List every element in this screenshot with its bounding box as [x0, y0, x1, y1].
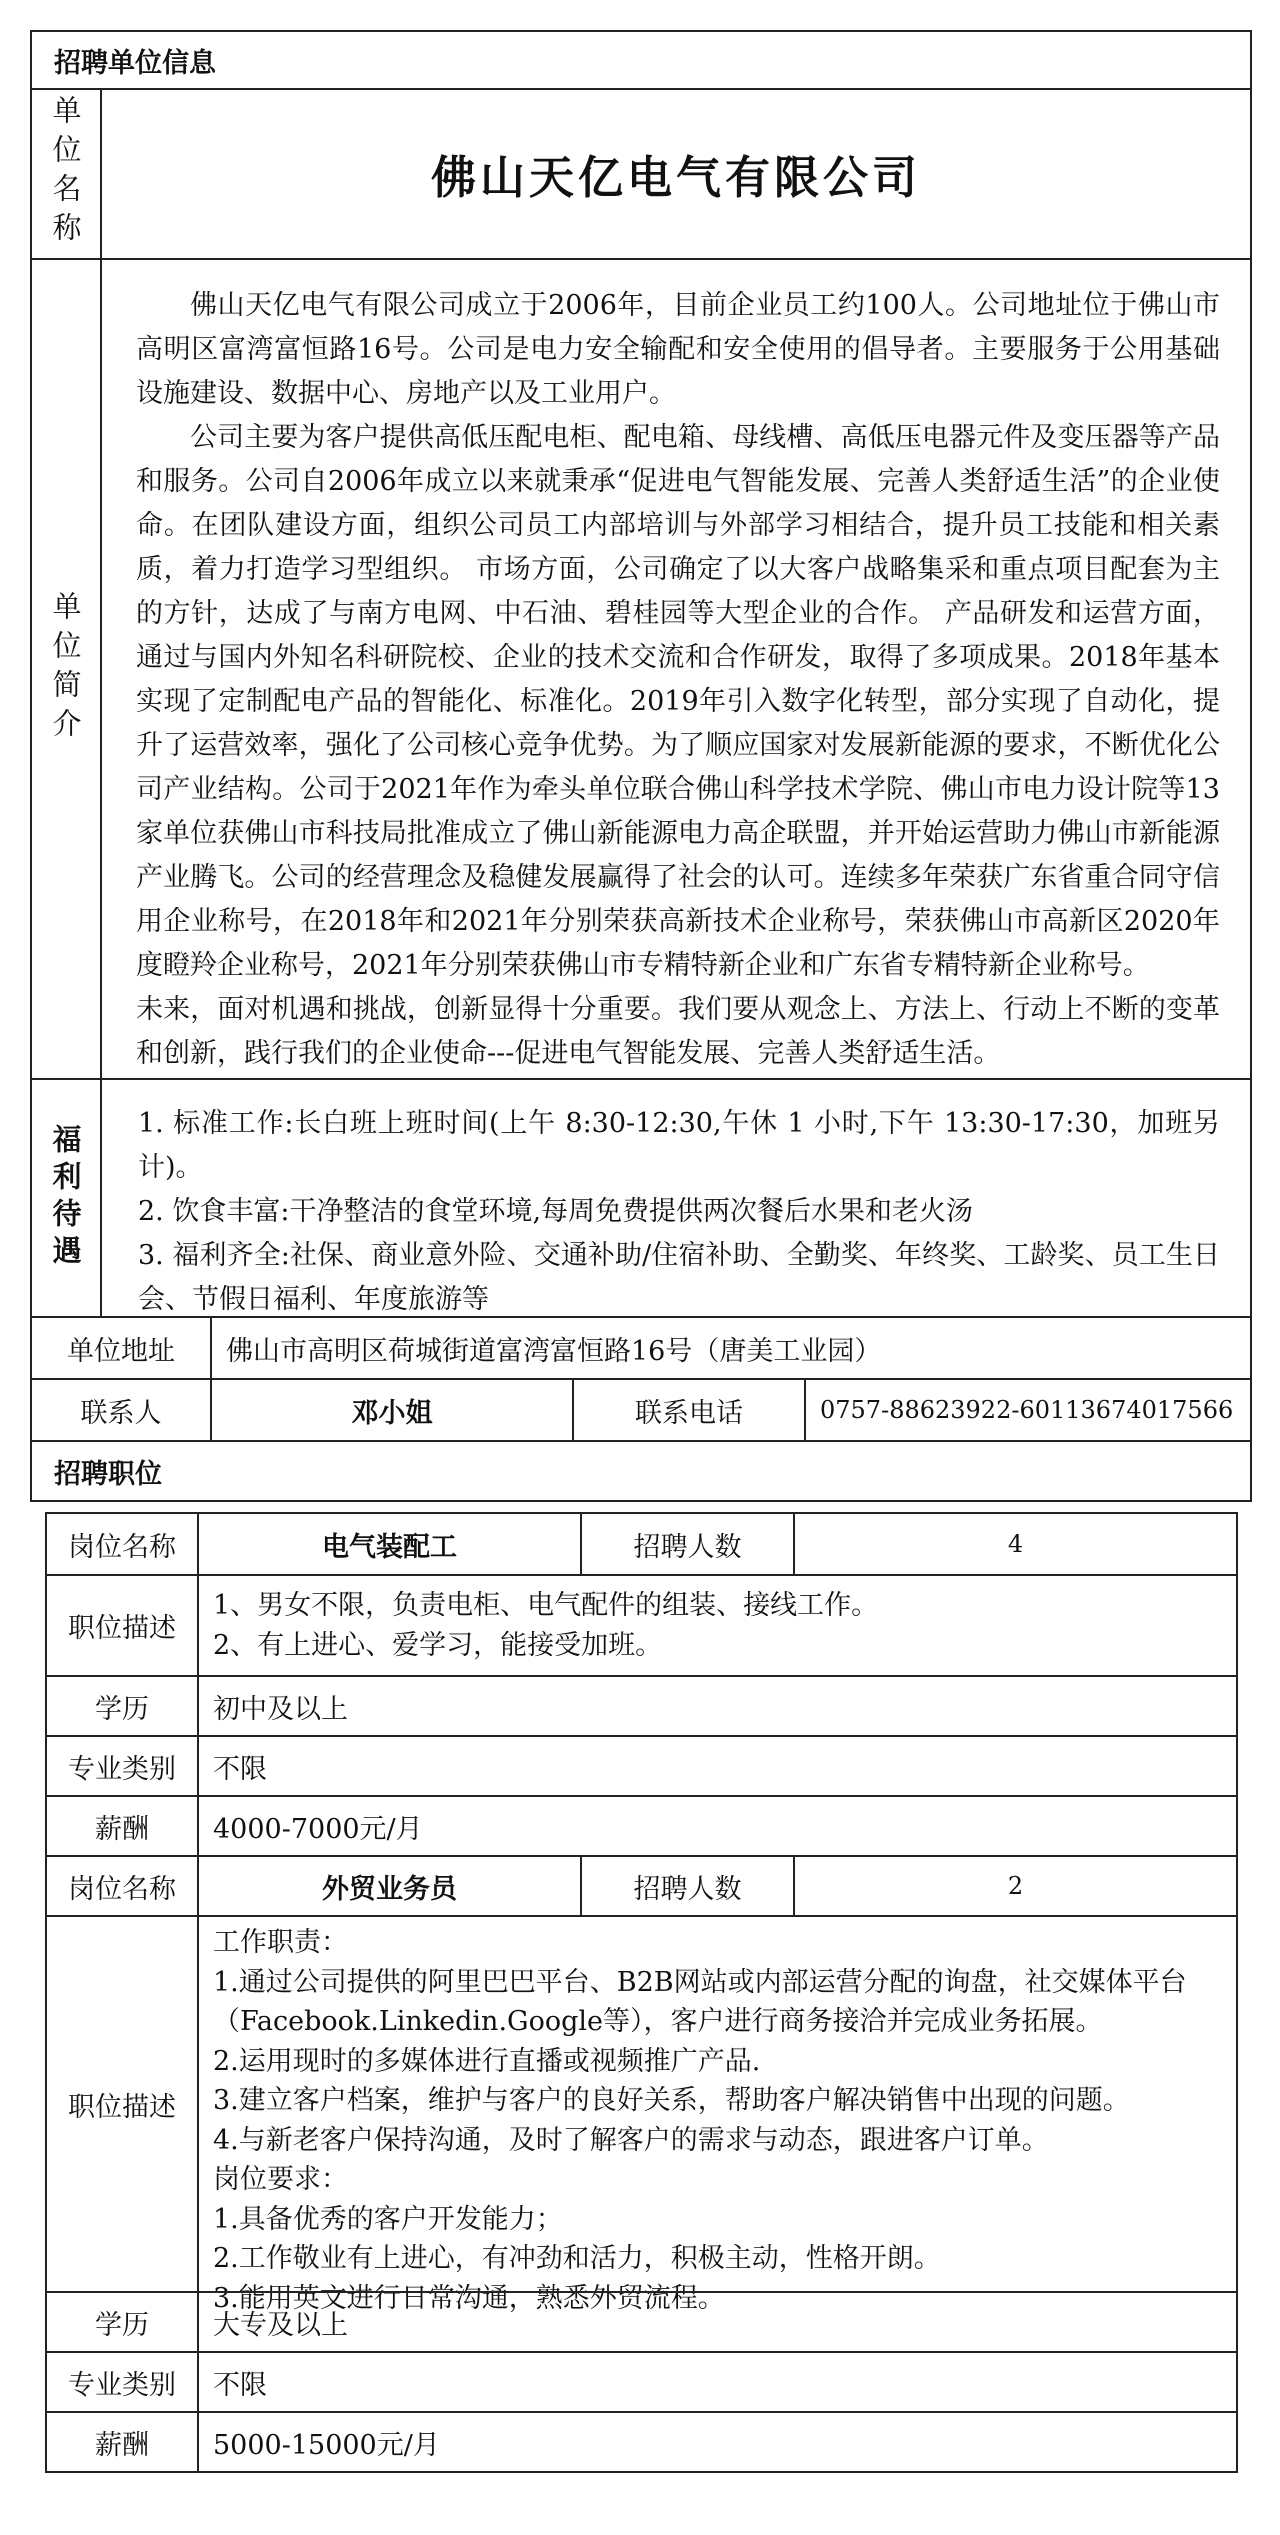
job-2-salary: 5000-15000元/月 [197, 2413, 1236, 2471]
job-1-education: 初中及以上 [197, 1677, 1236, 1735]
address-row [30, 1316, 1252, 1380]
intro-paragraph-3: 未来，面对机遇和挑战，创新显得十分重要。我们要从观念上、方法上、行动上不断的变革和创新，践行我们的企业使命---促进电气智能发展、完善人类舒适生活。 [136, 994, 1220, 1069]
job-2-description-line: 4.与新老客户保持沟通，及时了解客户的需求与动态，跟进客户订单。 [213, 2124, 1049, 2156]
job-1-major: 不限 [197, 1737, 1236, 1795]
salary-label: 薪酬 [95, 2429, 149, 2461]
job-2-description-line: 岗位要求： [213, 2164, 348, 2195]
benefit-item-1: 1. 标准工作:长白班上班时间(上午 8:30-12:30,午休 1 小时,下午 13:30-17:30，加班另计)。 [138, 1108, 1220, 1183]
job-2-salary-row [45, 2411, 1238, 2473]
address-label: 单位地址 [67, 1335, 175, 1367]
contact-label: 联系人 [80, 1397, 162, 1429]
job-2-description-line: 2.工作敬业有上进心，有冲劲和活力，积极主动，性格开朗。 [213, 2243, 941, 2274]
job-1-major-row [45, 1735, 1238, 1797]
job-2-description-line: 2.运用现时的多媒体进行直播或视频推广产品. [213, 2045, 761, 2077]
company-name-row [30, 88, 1252, 260]
job-2-major: 不限 [197, 2353, 1236, 2411]
intro-paragraph-1: 佛山天亿电气有限公司成立于2006年，目前企业员工约100人。公司地址位于佛山市高明区富湾富恒路16号。公司是电力安全输配和安全使用的倡导者。主要服务于公用基础设施建设、数据中心、房地产以及工业用户。 [136, 290, 1220, 409]
job-2-major-row [45, 2351, 1238, 2413]
intro-paragraph-2: 公司主要为客户提供高低压配电柜、配电箱、母线槽、高低压电器元件及变压器等产品和服务。公司自2006年成立以来就秉承“促进电气智能发展、完善人类舒适生活”的企业使命。在团队建设方面，组织公司员工内部培训与外部学习相结合，提升员工技能和相关素质，着力打造学习型组织。 市场方面，公司确定了以大客户战略集采和重点项目配套为主的方针，达成了与南方电网、中石油、碧桂园等大型企业的合作。 产品研发和运营方面，通过与国内外知名科研院校、企业的技术交流和合作研发，取得了多项成果。2018年基本实现了定制配电产品的智能化、标准化。2019年引入数字化转型，部分实现了自动化，提升了运营效率，强化了公司核心竞争优势。为了顺应国家对发展新能源的要求，不断优化公司产业结构。公司于2021年作为牵头单位联合佛山科学技术学院、佛山市电力设计院等13家单位获佛山市科技局批准成立了佛山新能源电力高企联盟，并开始运营助力佛山市新能源产业腾飞。公司的经营理念及稳健发展赢得了社会的认可。连续多年荣获广东省重合同守信用企业称号，在2018年和2021年分别荣获高新技术企业称号，荣获佛山市高新区2020年度瞪羚企业称号，2021年分别荣获佛山市专精特新企业和广东省专精特新企业称号。 [136, 422, 1220, 981]
job-2-description-line: 1.具备优秀的客户开发能力； [213, 2203, 563, 2235]
phone-value: 0757-88623922-60113674017566 [804, 1380, 1250, 1440]
benefits-label: 福利待遇 [48, 1124, 83, 1272]
job-1-description-row [45, 1574, 1238, 1677]
company-intro-label: 单位简介 [48, 591, 83, 747]
job-1-description-line: 1、男女不限，负责电柜、电气配件的组装、接线工作。 [213, 1589, 879, 1621]
job-1-headcount: 4 [793, 1514, 1236, 1574]
job-1-salary: 4000-7000元/月 [197, 1797, 1236, 1855]
job-2-description [197, 1917, 1236, 2314]
job-2-description-line: 3.建立客户档案，维护与客户的良好关系，帮助客户解决销售中出现的问题。 [213, 2085, 1130, 2116]
major-label: 专业类别 [68, 1753, 176, 1785]
job-1-salary-row [45, 1795, 1238, 1857]
contact-row [30, 1378, 1252, 1442]
headcount-label: 招聘人数 [580, 1514, 793, 1574]
job-2-description-line: 3.能用英文进行日常沟通，熟悉外贸流程。 [213, 2282, 725, 2314]
position-name-label: 岗位名称 [68, 1873, 176, 1905]
section-heading-unit-info [30, 30, 1252, 90]
phone-label: 联系电话 [572, 1380, 804, 1440]
section-heading-text: 招聘单位信息 [54, 47, 216, 79]
job-2-title-row [45, 1855, 1238, 1917]
job-2-education: 大专及以上 [197, 2293, 1236, 2351]
job-2-description-line: 工作职责： [213, 1927, 348, 1958]
description-label: 职位描述 [68, 1613, 176, 1644]
section-heading-text: 招聘职位 [54, 1458, 162, 1490]
job-2-description-row [45, 1915, 1238, 2314]
company-intro-row [30, 258, 1252, 1080]
headcount-label: 招聘人数 [580, 1857, 793, 1915]
position-name-label: 岗位名称 [68, 1531, 176, 1563]
job-2-headcount: 2 [793, 1857, 1236, 1915]
contact-name: 邓小姐 [210, 1380, 572, 1440]
education-label: 学历 [95, 1693, 149, 1725]
benefits-cell [100, 1080, 1250, 1316]
benefits-row [30, 1078, 1252, 1318]
description-label: 职位描述 [68, 2091, 176, 2123]
company-intro-cell [100, 260, 1250, 1078]
company-name: 佛山天亿电气有限公司 [430, 150, 921, 204]
job-1-description [197, 1576, 1236, 1675]
address-value: 佛山市高明区荷城街道富湾富恒路16号（唐美工业园） [210, 1318, 1250, 1378]
job-2-education-row [45, 2291, 1238, 2353]
job-2-description-line: 1.通过公司提供的阿里巴巴平台、B2B网站或内部运营分配的询盘，社交媒体平台（Facebook.Linkedin.Google等），客户进行商务接洽并完成业务拓展。 [213, 1966, 1187, 2037]
benefit-item-2: 2. 饮食丰富:干净整洁的食堂环境,每周免费提供两次餐后水果和老火汤 [138, 1196, 974, 1227]
section-heading-positions [30, 1440, 1252, 1502]
job-1-education-row [45, 1675, 1238, 1737]
job-1-title: 电气装配工 [197, 1514, 580, 1574]
education-label: 学历 [95, 2309, 149, 2341]
salary-label: 薪酬 [95, 1813, 149, 1845]
job-1-description-line: 2、有上进心、爱学习，能接受加班。 [213, 1629, 663, 1661]
company-name-cell [100, 88, 1250, 258]
company-name-label: 单位名称 [48, 95, 83, 251]
job-2-title: 外贸业务员 [197, 1857, 580, 1915]
benefit-item-3: 3. 福利齐全:社保、商业意外险、交通补助/住宿补助、全勤奖、年终奖、工龄奖、员工生日会、节假日福利、年度旅游等 [138, 1240, 1220, 1315]
major-label: 专业类别 [68, 2369, 176, 2401]
job-1-title-row [45, 1512, 1238, 1576]
